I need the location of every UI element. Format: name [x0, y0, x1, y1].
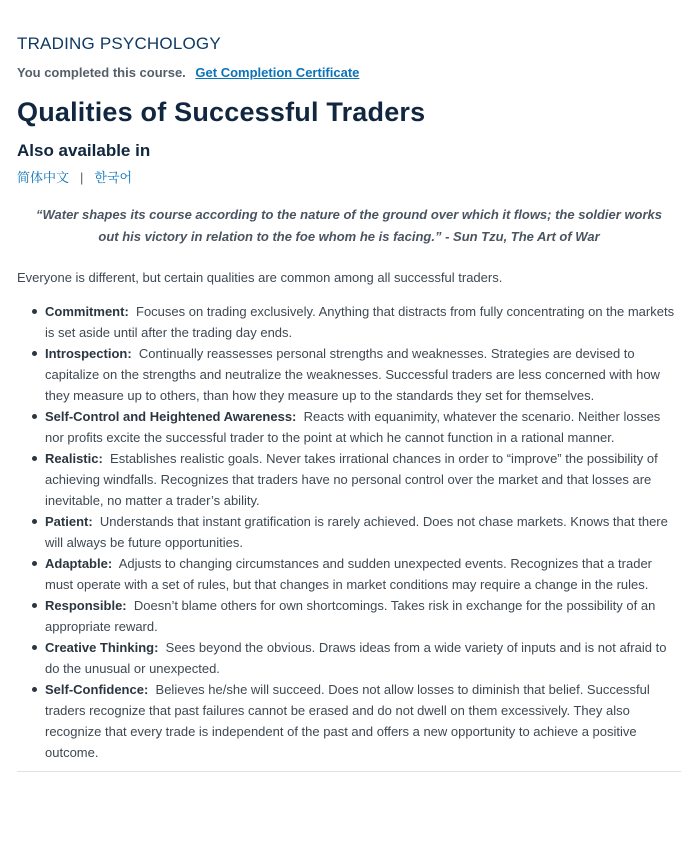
- quality-text: Establishes realistic goals. Never takes irrational chances in order to “improve” the possibility of achieving windfalls. Recognizes that traders have no personal control over the market and that losses are inevitable, no matter a trader’s ability.: [45, 451, 658, 508]
- quality-text: Focuses on trading exclusively. Anything that distracts from fully concentrating on the markets is set aside until after the trading day ends.: [45, 304, 675, 340]
- list-item: [45, 553, 681, 595]
- language-links: [17, 169, 681, 187]
- list-item: [45, 343, 681, 406]
- completion-status: [17, 64, 681, 82]
- quality-name: Introspection:: [45, 346, 132, 361]
- language-separator: |: [80, 170, 84, 185]
- epigraph-quote: “Water shapes its course according to the nature of the ground over which it flows; the soldier works out his victory in relation to the foe whom he is facing.” - Sun Tzu, The Art of War: [35, 207, 663, 244]
- also-available-heading: Also available in: [17, 141, 151, 160]
- quality-text: Believes he/she will succeed. Does not allow losses to diminish that belief. Successful traders recognize that past failures cannot be erased and do not dwell on them excessively. They also recognize that every trade is independent of the past and offers a new opportunity to achieve a positive outcome.: [45, 682, 650, 760]
- quality-text: Doesn’t blame others for own shortcomings. Takes risk in exchange for the possibility of an appropriate reward.: [45, 598, 656, 634]
- quality-text: Understands that instant gratification is rarely achieved. Does not chase markets. Knows that there will always be future opportunities.: [45, 514, 668, 550]
- list-item: [45, 511, 681, 553]
- list-item: [45, 406, 681, 448]
- course-category: TRADING PSYCHOLOGY: [17, 34, 221, 53]
- quality-text: Sees beyond the obvious. Draws ideas from a wide variety of inputs and is not afraid to do the unusual or unexpected.: [45, 640, 667, 676]
- bottom-divider: [17, 771, 681, 772]
- qualities-list: [17, 301, 681, 763]
- list-item: [45, 637, 681, 679]
- quality-name: Self-Control and Heightened Awareness:: [45, 409, 297, 424]
- quality-name: Adaptable:: [45, 556, 113, 571]
- quality-name: Patient:: [45, 514, 93, 529]
- list-item: [45, 679, 681, 763]
- quality-text: Adjusts to changing circumstances and sudden unexpected events. Recognizes that a trader must operate with a set of rules, but that changes in market conditions may require a change in the rules.: [45, 556, 653, 592]
- list-item: [45, 301, 681, 343]
- quality-name: Realistic:: [45, 451, 103, 466]
- quality-text: Reacts with equanimity, whatever the scenario. Neither losses nor profits excite the successful trader to the point at which he cannot function in a rational manner.: [45, 409, 661, 445]
- completion-text: You completed this course.: [17, 65, 186, 80]
- quality-name: Responsible:: [45, 598, 127, 613]
- certificate-link[interactable]: Get Completion Certificate: [195, 65, 360, 80]
- quality-name: Commitment:: [45, 304, 129, 319]
- quality-name: Creative Thinking:: [45, 640, 159, 655]
- page-title: Qualities of Successful Traders: [17, 97, 426, 127]
- language-link-korean[interactable]: 한국어: [94, 170, 133, 185]
- language-link-chinese[interactable]: 简体中文: [17, 170, 70, 185]
- intro-paragraph: Everyone is different, but certain qualities are common among all successful traders.: [17, 270, 503, 285]
- list-item: [45, 595, 681, 637]
- list-item: [45, 448, 681, 511]
- quality-text: Continually reassesses personal strengths and weaknesses. Strategies are devised to capitalize on the strengths and neutralize the weaknesses. Successful traders are less concerned with how they measure up to others, than how they measure up to the standards they set for themselves.: [45, 346, 660, 403]
- quality-name: Self-Confidence:: [45, 682, 149, 697]
